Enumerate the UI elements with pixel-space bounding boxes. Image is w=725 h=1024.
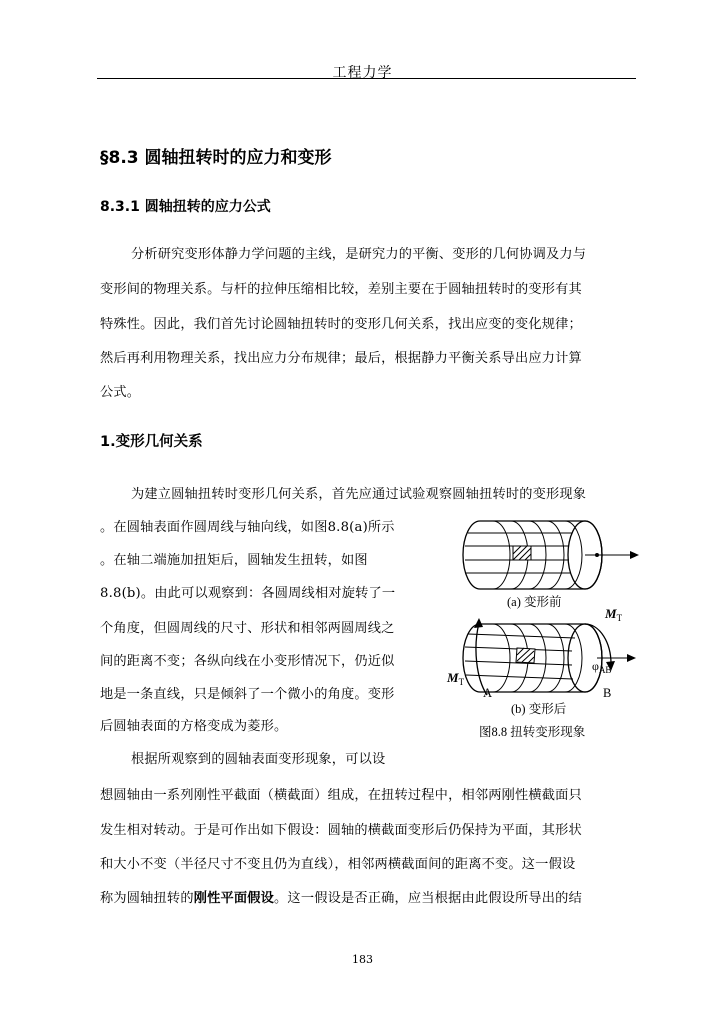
moment-arc-left (474, 618, 487, 695)
header-title: 工程力学 (332, 65, 393, 81)
intro-line: 分析研究变形体静力学问题的主线，是研究力的平衡、变形的几何协调及力与 (131, 247, 587, 262)
intro-line: 特殊性。因此，我们首先讨论圆轴扭转时的变形几何关系，找出应变的变化规律； (100, 317, 582, 332)
caption-b: (b) 变形后 (511, 702, 567, 716)
mt-label-right: $M_T$ (605, 606, 623, 623)
body-line: 和大小不变（半径尺寸不变且仍为直线），相邻两横截面间的距离不变。这一假设 (100, 857, 576, 872)
cylinder-after (463, 624, 602, 692)
body-line: 发生相对转动。于是可作出如下假设：圆轴的横截面变形后仍保持为平面，其形状 (100, 823, 582, 838)
wrap-line: 。在轴二端施加扭矩后，圆轴发生扭转，如图 (100, 553, 368, 568)
phi-label: $\varphi_{AB}$ (592, 659, 612, 675)
paragraph-heading: 1.变形几何关系 (100, 434, 203, 450)
wrap-line: 。在圆轴表面作圆周线与轴向线，如图8.8(a)所示 (100, 520, 395, 535)
intro-line: 公式。 (100, 385, 141, 400)
section-title: §8.3 圆轴扭转时的应力和变形 (100, 148, 332, 168)
axis-arrow-b (597, 654, 636, 662)
caption-a: (a) 变形前 (507, 595, 562, 609)
wrap-line: 8.8(b)。由此可以观察到：各圆周线相对旋转了一 (100, 586, 396, 601)
body-line-with-term (100, 887, 582, 906)
torsion-figure (435, 505, 650, 750)
subsection-title: 8.3.1 圆轴扭转的应力公式 (100, 199, 271, 215)
point-a-label: A (483, 686, 493, 700)
cylinder-before (463, 521, 602, 589)
wrap-line: 根据所观察到的圆轴表面变形现象，可以设 (131, 752, 386, 767)
body-line: 为建立圆轴扭转时变形几何关系，首先应通过试验观察圆轴扭转时的变形现象 (131, 487, 587, 502)
wrap-line: 后圆轴表面的方格变成为菱形。 (100, 719, 288, 734)
page-number: 183 (352, 953, 373, 966)
wrap-line: 地是一条直线，只是倾斜了一个微小的角度。变形 (100, 687, 395, 702)
axis-arrow-a (585, 551, 639, 559)
figure-caption: 图8.8 扭转变形现象 (479, 725, 586, 739)
point-b-label: B (603, 686, 612, 700)
body-text: 称为圆轴扭转的 (100, 891, 194, 906)
header-rule (97, 78, 636, 79)
intro-line: 变形间的物理关系。与杆的拉伸压缩相比较，差别主要在于圆轴扭转时的变形有其 (100, 282, 582, 297)
mt-label-left: $M_T$ (447, 670, 465, 687)
moment-arc-right (585, 624, 615, 671)
body-text: 。这一假设是否正确，应当根据由此假设所导出的结 (274, 891, 582, 906)
body-line: 想圆轴由一系列刚性平截面（横截面）组成，在扭转过程中，相邻两刚性横截面只 (100, 788, 582, 803)
key-term: 刚性平面假设 (193, 891, 275, 906)
intro-line: 然后再利用物理关系，找出应力分布规律；最后，根据静力平衡关系导出应力计算 (100, 351, 582, 366)
wrap-line: 个角度，但圆周线的尺寸、形状和相邻两圆周线之 (100, 621, 395, 636)
wrap-line: 间的距离不变；各纵向线在小变形情况下，仍近似 (100, 654, 395, 669)
